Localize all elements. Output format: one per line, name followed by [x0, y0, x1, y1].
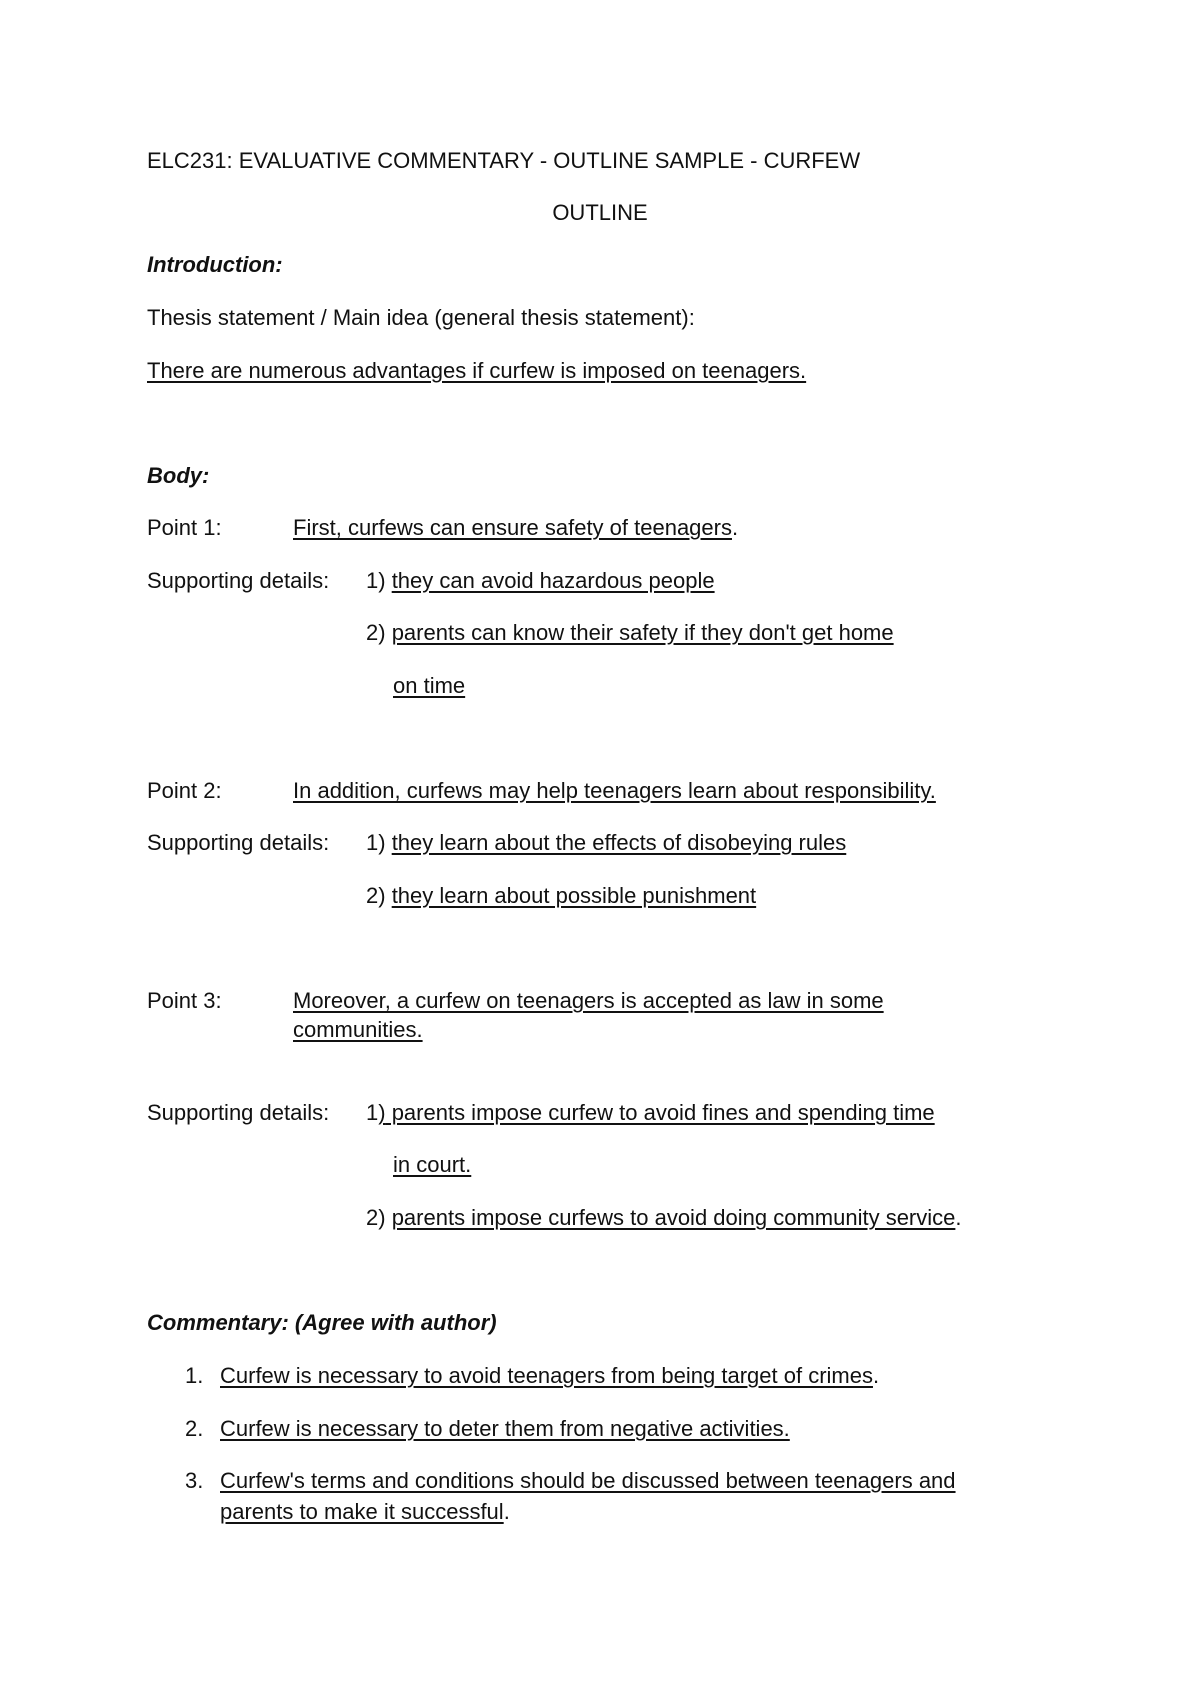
- point-3-label: Point 3:: [147, 988, 222, 1013]
- point-1-label: Point 1:: [147, 515, 222, 540]
- document-title: ELC231: EVALUATIVE COMMENTARY - OUTLINE SAMPLE - CURFEW: [147, 148, 861, 173]
- point-3-detail-1-continued: in court.: [393, 1152, 472, 1177]
- introduction-heading: Introduction:: [147, 252, 283, 277]
- point-1-text: First, curfews can ensure safety of teenagers.: [293, 515, 739, 540]
- supporting-details-label: Supporting details:: [147, 568, 330, 593]
- point-1-detail-2-continued: on time: [393, 673, 466, 698]
- commentary-item-2: Curfew is necessary to deter them from negative activities.: [220, 1416, 790, 1441]
- point-2-label: Point 2:: [147, 778, 222, 803]
- commentary-item-3: Curfew's terms and conditions should be discussed between teenagers and: [220, 1468, 956, 1493]
- body-heading: Body:: [147, 463, 210, 488]
- commentary-item-1-number: 1.: [185, 1363, 204, 1388]
- commentary-heading: Commentary: (Agree with author): [147, 1310, 497, 1335]
- thesis-label: Thesis statement / Main idea (general thesis statement):: [147, 305, 695, 330]
- commentary-item-3-continued: parents to make it successful.: [220, 1499, 510, 1524]
- commentary-item-3-number: 3.: [185, 1468, 204, 1493]
- point-3-detail-2: 2) parents impose curfews to avoid doing community service.: [366, 1205, 962, 1230]
- point-1-detail-2: 2) parents can know their safety if they don't get home: [366, 620, 894, 645]
- point-3-text: Moreover, a curfew on teenagers is accepted as law in some: [293, 988, 884, 1013]
- supporting-details-label: Supporting details:: [147, 830, 330, 855]
- point-3-detail-1: 1) parents impose curfew to avoid fines and spending time: [366, 1100, 935, 1125]
- supporting-details-label: Supporting details:: [147, 1100, 330, 1125]
- document-subtitle: OUTLINE: [552, 200, 648, 225]
- point-3-text-continued: communities.: [293, 1017, 423, 1042]
- thesis-statement: There are numerous advantages if curfew is imposed on teenagers.: [147, 358, 807, 383]
- point-2-text: In addition, curfews may help teenagers learn about responsibility.: [293, 778, 936, 803]
- commentary-item-1: Curfew is necessary to avoid teenagers from being target of crimes.: [220, 1363, 880, 1388]
- commentary-item-2-number: 2.: [185, 1416, 204, 1441]
- point-2-detail-2: 2) they learn about possible punishment: [366, 883, 757, 908]
- point-1-detail-1: 1) they can avoid hazardous people: [366, 568, 715, 593]
- point-2-detail-1: 1) they learn about the effects of disobeying rules: [366, 830, 847, 855]
